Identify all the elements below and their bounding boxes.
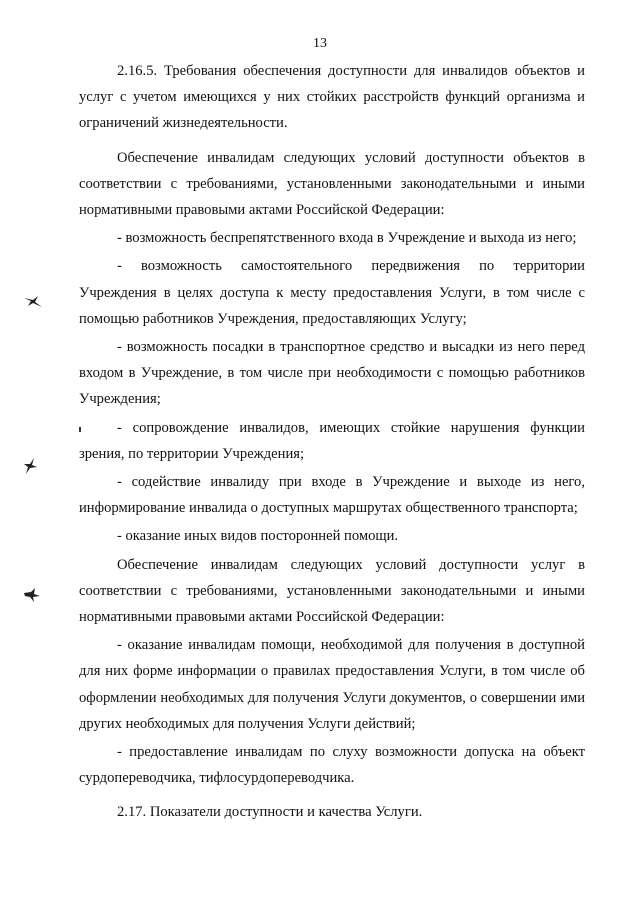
paragraph-services-intro: Обеспечение инвалидам следующих условий доступности услуг в соответствии с требованиями, установленными законодательными и иными нормативными правовыми актами Российской Федерации: (79, 556, 585, 626)
paragraph-objects-intro: Обеспечение инвалидам следующих условий доступности объектов в соответствии с требованиями, установленными законодательными и иными нормативными правовыми актами Российской Федерации: (79, 149, 585, 219)
list-item: - возможность посадки в транспортное средство и высадки из него перед входом в Учреждение, в том числе при необходимости с помощью работников Учреждения; (79, 339, 585, 408)
list-item: - предоставление инвалидам по слуху возможности допуска на объект сурдопереводчика, тифлосурдопереводчика. (79, 744, 585, 787)
scan-mark (22, 292, 44, 310)
paragraph-2-16-5: 2.16.5. Требования обеспечения доступности для инвалидов объектов и услуг с учетом имеющихся у них стойких расстройств функций организма и ограничений жизнедеятельности. (79, 63, 585, 132)
scan-mark (22, 586, 42, 604)
list-item: - возможность беспрепятственного входа в Учреждение и выхода из него; (117, 230, 577, 247)
list-item: - сопровождение инвалидов, имеющих стойкие нарушения функции зрения, по территории Учреждения; (79, 419, 585, 462)
list-item: - содействие инвалиду при входе в Учреждение и выходе из него, информирование инвалида о доступных маршрутах общественного транспорта; (79, 474, 585, 517)
document-body (79, 58, 585, 826)
list-item: - оказание иных видов посторонней помощи. (117, 528, 399, 545)
list-item: - оказание инвалидам помощи, необходимой для получения в доступной для них форме информации о правилах предоставления Услуги, в том числе об оформлении необходимых для получения Услуги документов, о совершении ими других необходимых для получения Услуги действий; (79, 637, 585, 732)
page-number: 13 (313, 36, 327, 51)
paragraph-2-17-heading: 2.17. Показатели доступности и качества Услуги. (117, 804, 423, 821)
list-item: - возможность самостоятельного передвижения по территории Учреждения в целях доступа к месту предоставления Услуги, в том числе с помощью работников Учреждения, предоставляющих Услугу; (79, 258, 585, 327)
scan-mark (22, 456, 40, 476)
